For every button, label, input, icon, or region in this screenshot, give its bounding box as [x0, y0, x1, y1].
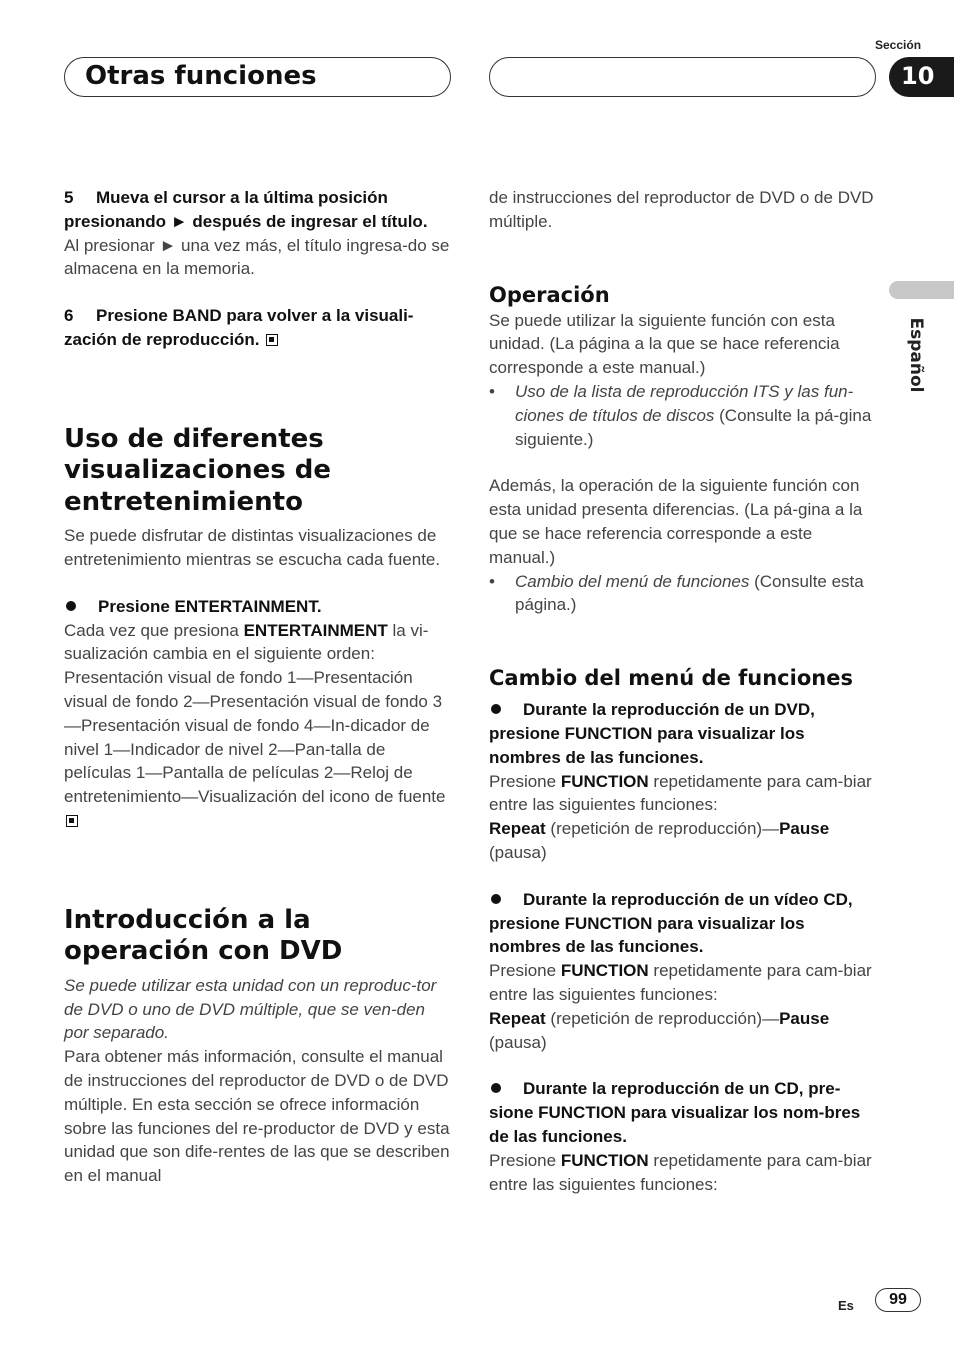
- vcd-function-bullet: Durante la reproducción de un vídeo CD, presione FUNCTION para visualizar los nombres de las funciones.: [489, 889, 853, 957]
- bullet-dot-icon: [66, 601, 76, 611]
- right-column: [489, 186, 875, 1196]
- section-label: Sección: [875, 38, 922, 52]
- dvd-function-body: Presione FUNCTION repetidamente para cam-biar entre las siguientes funciones: Repeat (repetición de reproducción)—Pause (pausa): [489, 771, 872, 862]
- step-5-body: Al presionar ► una vez más, el título ingresa-do se almacena en la memoria.: [64, 235, 450, 279]
- end-mark-icon: [266, 334, 278, 346]
- entertainment-bullet: Presione ENTERTAINMENT.: [64, 595, 454, 619]
- page-number: 99: [875, 1288, 921, 1312]
- cd-function-body: Presione FUNCTION repetidamente para cam-biar entre las siguientes funciones:: [489, 1150, 872, 1194]
- end-mark-icon: [66, 815, 78, 827]
- operacion-body: Se puede utilizar la siguiente función con esta unidad. (La página a la que se hace referencia corresponde a este manual.): [489, 310, 840, 378]
- dvd-italic-note: Se puede utilizar esta unidad con un reproduc-tor de DVD o uno de DVD múltiple, que se ven-den por separado.: [64, 975, 437, 1043]
- bullet-dot-icon: [491, 704, 501, 714]
- play-right-icon: ►: [170, 211, 188, 231]
- dvd-function-bullet: Durante la reproducción de un DVD, presione FUNCTION para visualizar los nombres de las funciones.: [489, 700, 815, 767]
- bullet-dot-icon: [491, 1083, 501, 1093]
- operacion-bullet-2: • Cambio del menú de funciones (Consulte esta página.): [489, 571, 864, 615]
- vcd-function-body: Presione FUNCTION repetidamente para cam-biar entre las siguientes funciones: Repeat (repetición de reproducción)—Pause (pausa): [489, 961, 872, 1052]
- bullet-dot-icon: [491, 894, 501, 904]
- heading-dvd-intro: Introducción a la operación con DVD: [64, 904, 343, 967]
- step-5-title: 5 Mueva el cursor a la última posición presionando ► después de ingresar el título.: [64, 188, 428, 231]
- header-title-box: [64, 57, 451, 97]
- heading-operacion: Operación: [489, 282, 610, 307]
- step-6-title: 6 Presione BAND para volver a la visuali-zación de reproducción.: [64, 306, 414, 349]
- dvd-body-continued: de instrucciones del reproductor de DVD o de DVD múltiple.: [489, 188, 874, 231]
- section-number-tab: 10: [889, 57, 954, 97]
- play-right-icon: ►: [159, 235, 177, 255]
- page-header-title: Otras funciones: [85, 61, 317, 91]
- operacion-bullet-1: • Uso de la lista de reproducción ITS y las fun-ciones de títulos de discos (Consulte la pá-gina siguiente.): [489, 381, 872, 449]
- language-tab-marker: [889, 281, 954, 299]
- entertainment-intro: Se puede disfrutar de distintas visualizaciones de entretenimiento mientras se escucha cada fuente.: [64, 526, 441, 570]
- left-column: [64, 186, 454, 1188]
- language-tab-label: Español: [906, 317, 926, 393]
- footer-language-code: Es: [838, 1298, 854, 1313]
- cd-function-bullet: Durante la reproducción de un CD, pre-sione FUNCTION para visualizar los nom-bres de las funciones.: [489, 1079, 861, 1146]
- heading-cambio: Cambio del menú de funciones: [489, 666, 853, 691]
- header-blank-box: [489, 57, 876, 97]
- dvd-body: Para obtener más información, consulte el manual de instrucciones del reproductor de DVD o de DVD múltiple. En esta sección se ofrece información sobre las funciones del re-productor de DVD y esta unidad que son dife-rentes de las que se describen en el manual: [64, 1047, 450, 1186]
- entertainment-body: Cada vez que presiona ENTERTAINMENT la vi-sualización cambia en el siguiente orden: Presentación visual de fondo 1—Presentación visual de fondo 2—Presentación visual de fondo 3—Presentación visual de fondo 4—In-dicador de nivel 1—Indicador de nivel 2—Pan-talla de películas 1—Pantalla de películas 2—Reloj de entretenimiento—Visualización del icono de fuente: [64, 619, 454, 833]
- heading-entertainment: Uso de diferentes visualizaciones de entretenimiento: [64, 423, 331, 517]
- operacion-body-2: Además, la operación de la siguiente función con esta unidad presenta diferencias. (La pá-gina a la que se hace referencia corresponde a este manual.): [489, 476, 863, 567]
